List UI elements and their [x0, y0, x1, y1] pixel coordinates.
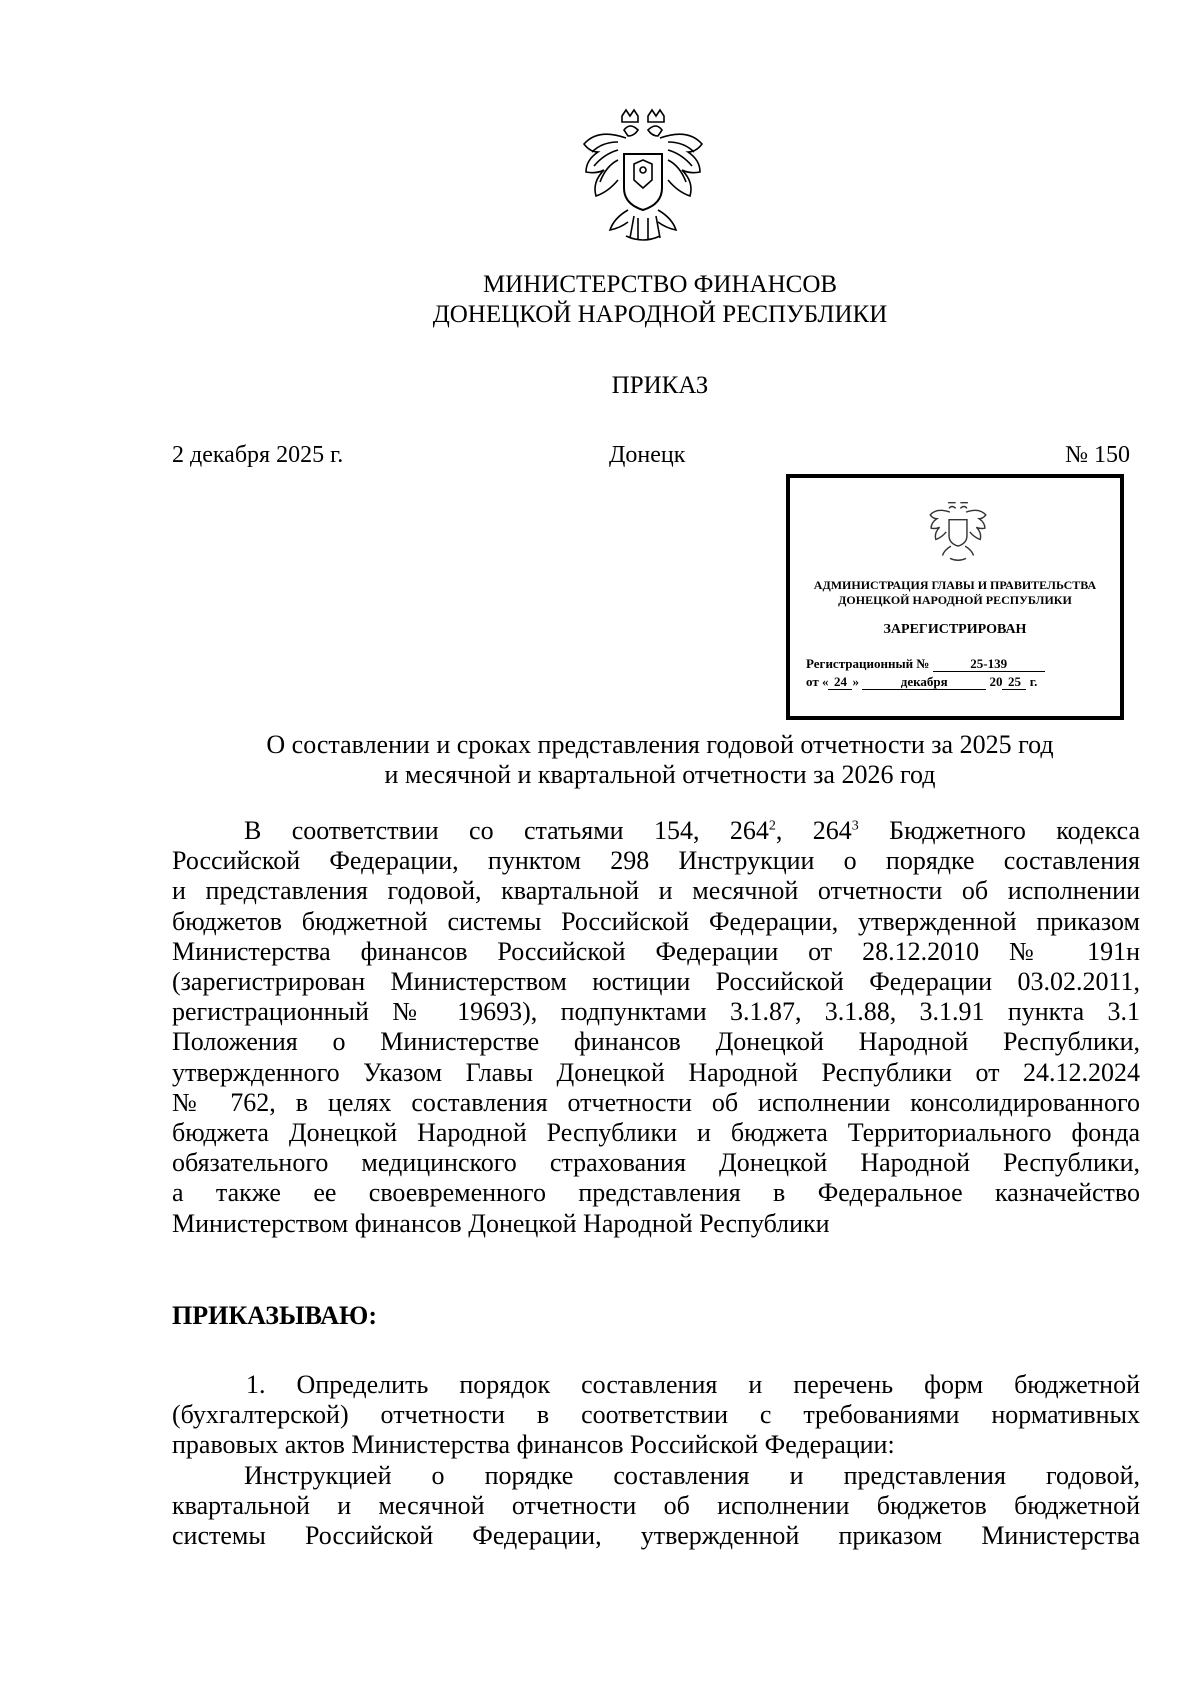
- stamp-emblem-icon: [926, 498, 990, 564]
- stamp-reg-label: Регистрационный №: [806, 656, 930, 671]
- stamp-admin-line1: АДМИНИСТРАЦИЯ ГЛАВЫ И ПРАВИТЕЛЬСТВА: [813, 578, 1097, 592]
- preamble-line: Министерства финансов Российской Федерации от 28.12.2010 № 191н: [172, 936, 1140, 966]
- preamble-line: [172, 816, 1140, 846]
- preamble-line: бюджетов бюджетной системы Российской Федерации, утвержденной приказом: [172, 906, 1140, 936]
- item-1-sub-line: квартальной и месячной отчетности об исполнении бюджетов бюджетной: [172, 1490, 1140, 1520]
- preamble-l1-pre: В соответствии со статьями 154, 264: [244, 816, 769, 845]
- preamble-paragraph: [172, 816, 1140, 1239]
- preamble-line: утвержденного Указом Главы Донецкой Народной Республики от 24.12.2024: [172, 1057, 1140, 1087]
- preamble-line: Российской Федерации, пунктом 298 Инструкции о порядке составления: [172, 846, 1140, 876]
- item-1-sub-line: Инструкцией о порядке составления и представления годовой,: [244, 1460, 1140, 1490]
- stamp-status: ЗАРЕГИСТРИРОВАН: [883, 622, 1027, 637]
- stamp-admin-line2: ДОНЕЦКОЙ НАРОДНОЙ РЕСПУБЛИКИ: [838, 593, 1072, 607]
- order-city: Донецк: [609, 442, 686, 468]
- preamble-l1-sup2: 3: [851, 818, 859, 834]
- item-1-line: (бухгалтерской) отчетности в соответствии с требованиями нормативных: [172, 1400, 1140, 1430]
- document-title-line1: О составлении и сроках представления годовой отчетности за 2025 год: [266, 730, 1054, 759]
- registration-stamp: [786, 474, 1124, 720]
- preamble-l1-sup1: 2: [768, 818, 776, 834]
- stamp-day: 24: [828, 674, 852, 690]
- item-1-last-line: правовых актов Министерства финансов Российской Федерации:: [172, 1430, 895, 1460]
- stamp-from-label: от «: [806, 674, 829, 689]
- order-command-heading: ПРИКАЗЫВАЮ:: [172, 1301, 377, 1330]
- stamp-month: декабря: [862, 674, 986, 690]
- ministry-name-line1: МИНИСТЕРСТВО ФИНАНСОВ: [482, 271, 838, 298]
- item-1-line: 1. Определить порядок составления и перечень форм бюджетной: [246, 1370, 1140, 1399]
- preamble-l1-post: Бюджетного кодекса: [858, 816, 1140, 845]
- stamp-year-unit: г.: [1029, 674, 1038, 689]
- order-date: 2 декабря 2025 г.: [172, 442, 344, 468]
- ministry-name-line2: ДОНЕЦКОЙ НАРОДНОЙ РЕСПУБЛИКИ: [432, 301, 888, 328]
- preamble-l1-mid: , 264: [775, 816, 852, 845]
- item-1-paragraph: [172, 1370, 1140, 1551]
- preamble-line: обязательного медицинского страхования Донецкой Народной Республики,: [172, 1148, 1140, 1178]
- order-number: № 150: [1065, 442, 1130, 468]
- preamble-line: а также ее своевременного представления в Федеральное казначейство: [172, 1178, 1140, 1208]
- preamble-line: № 762, в целях составления отчетности об исполнении консолидированного: [172, 1087, 1140, 1117]
- stamp-day-close: »: [852, 674, 859, 689]
- preamble-line: бюджета Донецкой Народной Республики и бюджета Территориального фонда: [172, 1118, 1140, 1148]
- stamp-reg-number: 25-139: [933, 656, 1045, 672]
- document-title-line2: и месячной и квартальной отчетности за 2026 год: [384, 760, 936, 789]
- preamble-line: и представления годовой, квартальной и месячной отчетности об исполнении: [172, 876, 1140, 906]
- preamble-line: Положения о Министерстве финансов Донецкой Народной Республики,: [172, 1027, 1140, 1057]
- item-1-sub-line: системы Российской Федерации, утвержденной приказом Министерства: [172, 1521, 1140, 1551]
- stamp-year-suffix: 25: [1002, 674, 1026, 690]
- stamp-admin-name: [790, 578, 1120, 608]
- preamble-line: регистрационный № 19693), подпунктами 3.1.87, 3.1.88, 3.1.91 пункта 3.1: [172, 997, 1140, 1027]
- coat-of-arms-emblem: [578, 108, 708, 248]
- preamble-last-line: Министерством финансов Донецкой Народной Республики: [172, 1208, 830, 1238]
- preamble-line: (зарегистрирован Министерством юстиции Российской Федерации 03.02.2011,: [172, 967, 1140, 997]
- stamp-registration-date-line: [806, 674, 1037, 690]
- stamp-registration-number-line: [806, 656, 1045, 672]
- document-type: ПРИКАЗ: [611, 372, 709, 399]
- stamp-year-prefix: 20: [989, 674, 1003, 689]
